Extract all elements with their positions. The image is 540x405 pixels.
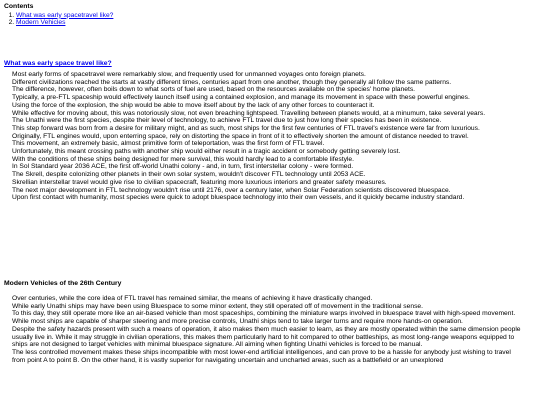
toc-item — [16, 19, 534, 27]
paragraph: While early Unathi ships may have been using Bluespace to some minor extent, they still operated off of movement in the traditional sense. — [12, 302, 424, 310]
contents-title: Contents — [4, 3, 34, 10]
paragraph: Using the force of the explosion, the ship would be able to move itself about by the lack of any other forces to counteract it. — [12, 101, 375, 109]
paragraph: Different civilizations reached the starts at vastly different times, centuries apart from one another, though they generally all follow the same patterns. — [12, 78, 452, 86]
paragraph: While most ships are capable of sharper steering and more precise controls, Unathi ships tend to take larger turns and require more hands-on operation. — [12, 318, 463, 326]
section-heading-modern-vehicles: Modern Vehicles of the 26th Century — [4, 280, 122, 287]
paragraph: Skrellian interstellar travel would give rise to civilian spacecraft, featuring more luxurious interiors and greater safety measures. — [12, 178, 387, 186]
paragraph: The difference, however, often boils down to what sorts of fuel are used, based on the resources available on the species' home planets. — [12, 86, 416, 94]
document-page — [4, 3, 534, 364]
table-of-contents — [4, 12, 534, 27]
paragraph: This step forward was born from a desire for military might, and as such, most ships for the first few centuries of FTL travel's existence were far from luxurious. — [12, 124, 480, 132]
paragraph: The Unathi were the first species, despite their level of technology, to achieve FTL travel due to just how long their species has been in existence. — [12, 117, 442, 125]
paragraph: from point A to point B. On the other hand, it is vastly superior for navigating uncertain and uncharted areas, such as a battlefield or an unexplored — [12, 356, 444, 364]
paragraph: To this day, they still operate more like an air-based vehicle than most spaceships, combining the miniature warps involved in bluespace travel with high-speed movement. — [12, 310, 516, 318]
paragraph: Typically, a pre-FTL spaceship would effectively launch itself using a contained explosion, and manage its movement in space with these powerful engines. — [12, 94, 470, 102]
paragraph: This movement, an extremely basic, almost primitive form of teleportation, was the first form of FTL travel. — [12, 140, 325, 148]
toc-link-modern-vehicles[interactable]: Modern Vehicles — [16, 19, 66, 27]
paragraph: ships are not designed to target vehicles with minimal bluespace signature. All aiming when fighting Unathi vehicles is forced to be manual. — [12, 341, 423, 349]
paragraph: Upon first contact with humanity, most species were quick to adopt bluespace technology into their own vessels, and it quickly became industry standard. — [12, 194, 465, 202]
toc-link-early-spacetravel[interactable]: What was early spacetravel like? — [16, 11, 114, 19]
paragraph: The less controlled movement makes these ships incompatible with most lower-end artificial intelligences, and can prove to be a hassle for anybody just wishing to travel — [12, 348, 511, 356]
paragraph: The next major development in FTL technology wouldn't rise until 2176, over a century later, when Solar Federation scientists discovered bluespace. — [12, 186, 451, 194]
paragraph: Despite the safety hazards present with such a means of operation, it also makes them much easier to learn, as they are mostly operated within the same dimension people — [12, 325, 521, 333]
section-body-early-spacetravel — [12, 71, 534, 202]
section-body-modern-vehicles — [12, 295, 534, 364]
paragraph: While effective for moving about, this was notoriously slow, not even breaching lightspeed. Travelling between planets would, at a minumum, take several years. — [12, 109, 486, 117]
paragraph: Originally, FTL engines would, upon enterring space, rely on distorting the space in front of it to effectively shorten the amount of distance needed to travel. — [12, 132, 469, 140]
section-heading-early-spacetravel[interactable]: What was early space travel like? — [4, 60, 112, 67]
toc-item — [16, 12, 534, 20]
paragraph: With the conditions of these ships being designed for mere survival, this would hardly lead to a comfortable lifestyle. — [12, 155, 354, 163]
paragraph: Unfortunately, this meant crossing paths with another ship would either result in a tragic accident or somebody getting severely lost. — [12, 148, 401, 156]
paragraph: Most early forms of spacetravel were remarkably slow, and frequently used for unmanned voyages onto foreign planets. — [12, 71, 366, 78]
paragraph: Over centuries, while the core idea of FTL travel has remained similar, the means of achieving it have drastically changed. — [12, 295, 373, 302]
paragraph: usually live in. While it may struggle in civilian operations, this makes them particularly hard to hit compared to other battleships, as most long-range weapons equipped to — [12, 333, 515, 341]
paragraph: The Skrell, despite colonizing other planets in their own solar system, wouldn't discover FTL technology until 2053 ACE. — [12, 171, 366, 179]
paragraph: In Sol Standard year 2036 ACE, the first off-world Unathi colony - and, in turn, first interstellar colony - were formed. — [12, 163, 354, 171]
